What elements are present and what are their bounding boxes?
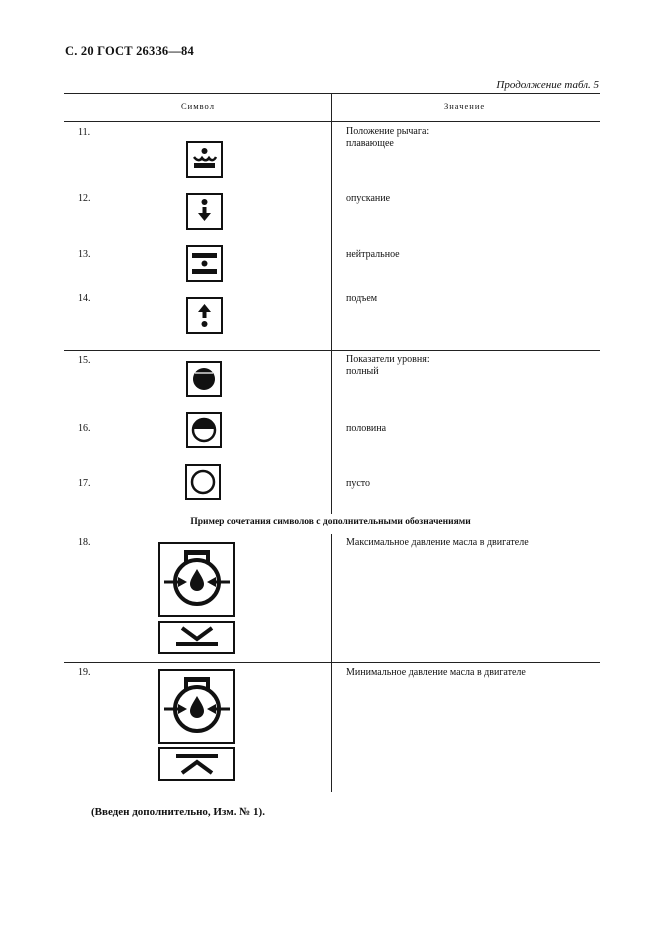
row-meaning: полный — [346, 366, 379, 377]
row-number: 12. — [78, 193, 91, 204]
group-divider — [64, 350, 600, 351]
row-meaning: плавающее — [346, 138, 394, 149]
lever-floating-icon — [186, 141, 223, 178]
row-number: 19. — [78, 667, 91, 678]
column-header-symbol: Символ — [181, 101, 215, 111]
row-number: 15. — [78, 355, 91, 366]
level-full-icon — [186, 361, 222, 397]
row-meaning: нейтральное — [346, 249, 400, 260]
row-meaning: Максимальное давление масла в двигателе — [346, 537, 529, 548]
combo-divider — [64, 662, 600, 663]
row-meaning: половина — [346, 423, 387, 434]
row-meaning: опускание — [346, 193, 391, 204]
section-title: Пример сочетания символов с дополнительными обозначениями — [190, 517, 471, 527]
column-header-meaning: Значение — [444, 101, 486, 111]
row-number: 11. — [78, 127, 91, 138]
max-oil-pressure-icon — [158, 542, 236, 655]
lever-raising-icon — [186, 297, 223, 334]
row-number: 17. — [78, 478, 91, 489]
lever-lowering-icon — [186, 193, 223, 230]
table-continuation: Продолжение табл. 5 — [496, 79, 599, 91]
row-number: 14. — [78, 293, 91, 304]
level-half-icon — [186, 412, 222, 448]
table-top-rule — [64, 93, 600, 94]
row-meaning: подъем — [346, 293, 378, 304]
column-divider — [331, 93, 332, 514]
row-meaning: Минимальное давление масла в двигателе — [346, 667, 526, 678]
row-number: 13. — [78, 249, 91, 260]
row-number: 16. — [78, 423, 91, 434]
group-title: Положение рычага: — [346, 126, 430, 137]
lever-neutral-icon — [186, 245, 223, 282]
row-number: 18. — [78, 537, 91, 548]
row-meaning: пусто — [346, 478, 371, 489]
page-header: С. 20 ГОСТ 26336—84 — [65, 44, 194, 58]
column-divider-combo — [331, 534, 332, 792]
level-empty-icon — [185, 464, 221, 500]
group-title: Показатели уровня: — [346, 354, 430, 365]
table-header-rule — [64, 121, 600, 122]
amendment-note: (Введен дополнительно, Изм. № 1). — [91, 806, 265, 818]
min-oil-pressure-icon — [158, 669, 236, 782]
